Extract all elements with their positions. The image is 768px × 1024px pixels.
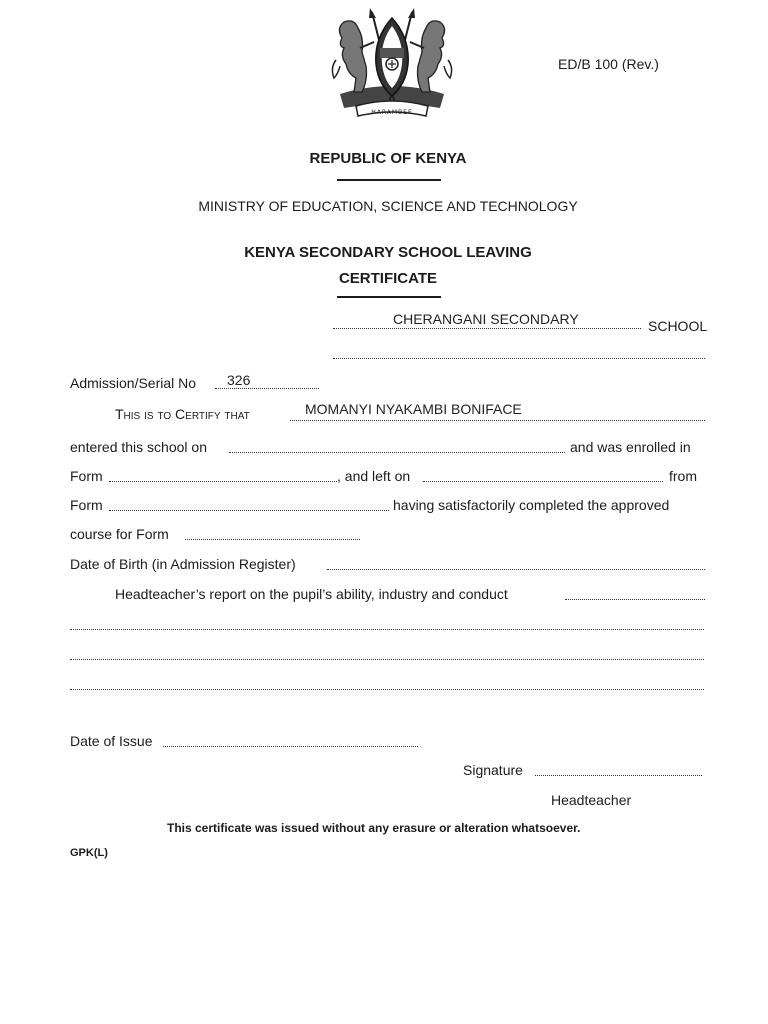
title-underline (337, 296, 441, 298)
admission-value: 326 (227, 372, 251, 388)
ministry-heading: MINISTRY OF EDUCATION, SCIENCE AND TECHNOLOGY (198, 198, 578, 214)
entered-label: entered this school on (70, 439, 207, 455)
form-dots-1 (109, 469, 337, 482)
report-dots (565, 587, 705, 600)
kenya-coat-of-arms-icon (322, 8, 462, 122)
school-name: CHERANGANI SECONDARY (393, 311, 579, 327)
school-dots-2 (333, 346, 705, 359)
report-label: Headteacher’s report on the pupil’s ability, industry and conduct (115, 586, 508, 602)
certificate-title-line2: CERTIFICATE (338, 270, 438, 287)
course-label: course for Form (70, 526, 169, 542)
form-dots-2 (109, 498, 389, 511)
signature-dots (535, 763, 702, 776)
from-label: from (669, 468, 697, 484)
admission-label: Admission/Serial No (70, 375, 197, 391)
form-code: ED/B 100 (Rev.) (558, 56, 659, 72)
completed-label: having satisfactorily completed the approved (393, 497, 670, 513)
form-label-2: Form (70, 497, 103, 513)
form-label-1: Form (70, 468, 103, 484)
certificate-notice: This certificate was issued without any erasure or alteration whatsoever. (167, 821, 581, 835)
headteacher-label: Headteacher (551, 792, 632, 808)
signature-label: Signature (463, 762, 523, 778)
date-of-issue-label: Date of Issue (70, 733, 153, 749)
entered-dots (229, 440, 565, 453)
report-line-2 (70, 658, 704, 660)
certify-label: This is to Certify that (115, 406, 250, 422)
left-on-label: , and left on (337, 468, 411, 484)
enrolled-label: and was enrolled in (570, 439, 691, 455)
certificate-title: KENYA SECONDARY SCHOOL LEAVING (244, 244, 532, 261)
report-line-1 (70, 628, 704, 630)
country-heading: REPUBLIC OF KENYA (309, 150, 467, 167)
report-line-3 (70, 688, 704, 690)
dob-label: Date of Birth (in Admission Register) (70, 556, 296, 572)
dob-dots (327, 557, 705, 570)
student-name: MOMANYI NYAKAMBI BONIFACE (305, 401, 522, 417)
course-dots (185, 527, 360, 540)
school-suffix: SCHOOL (648, 318, 708, 334)
country-underline (337, 179, 441, 181)
date-of-issue-dots (163, 734, 418, 747)
left-on-dots (423, 469, 663, 482)
printer-code: GPK(L) (70, 847, 108, 859)
svg-text:HARAMBEE: HARAMBEE (371, 109, 413, 116)
